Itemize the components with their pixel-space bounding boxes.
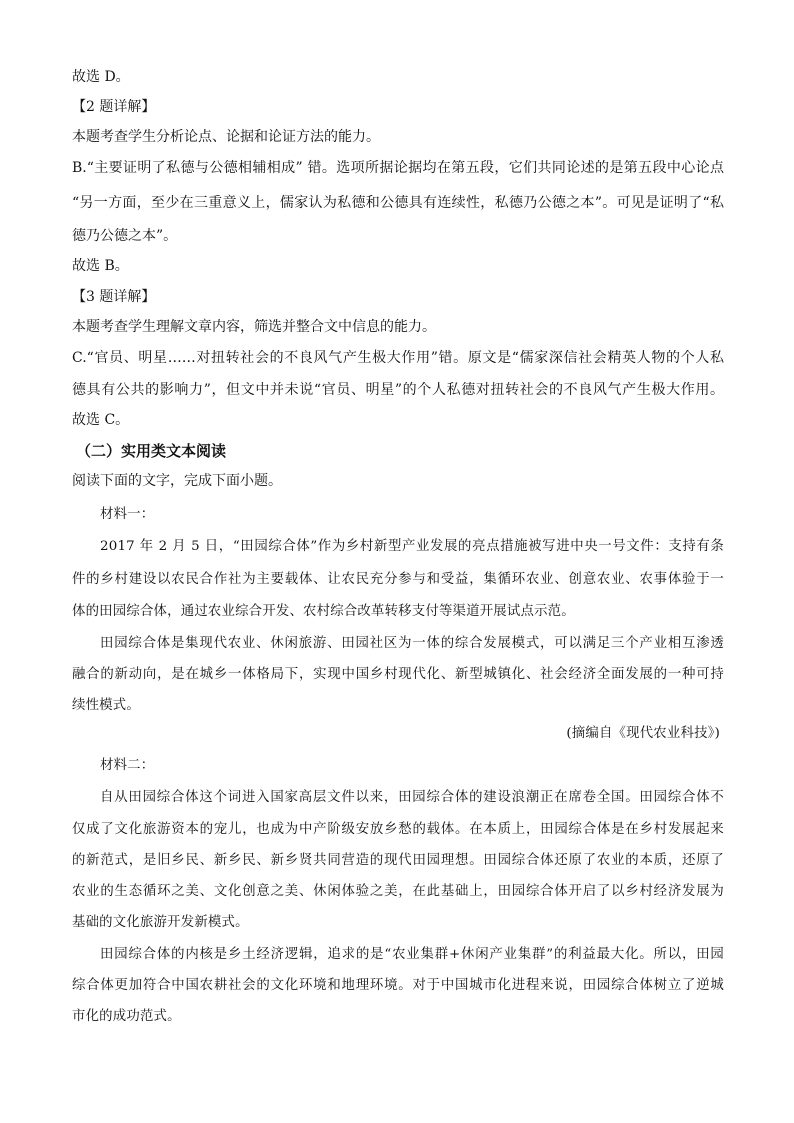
q2-intro: 本题考查学生分析论点、论据和论证方法的能力。 <box>72 129 380 145</box>
material-2-p1-line-5: 基础的文化旅游开发新模式。 <box>72 915 249 930</box>
material-2-p2-line-2: 综合体更加符合中国农耕社会的文化环境和地理环境。对于中国城市化进程来说，田园综合体树立了逆城 <box>72 978 724 993</box>
answer-b: 故选 B。 <box>72 258 129 274</box>
material-2-p2-line-1: 田园综合体的内核是乡土经济逻辑，追求的是“农业集群+休闲产业集群”的利益最大化。所以，田园 <box>100 947 724 962</box>
material-1-p2-line-2: 融合的新动向，是在城乡一体格局下，实现中国乡村现代化、新型城镇化、社会经济全面发展的一种可持 <box>72 667 724 682</box>
material-1-p1-line-3: 体的田园综合体，通过农业综合开发、农村综合改革转移支付等渠道开展试点示范。 <box>72 604 575 619</box>
material-1-p1-line-1: 2017 年 2 月 5 日，“田园综合体”作为乡村新型产业发展的亮点措施被写进中央一号文件：支持有条 <box>100 539 724 554</box>
material-2-label: 材料二： <box>100 758 155 773</box>
q3-intro: 本题考查学生理解文章内容，筛选并整合文中信息的能力。 <box>72 319 436 335</box>
material-2-p1-line-3: 的新范式，是旧乡民、新乡民、新乡贤共同营造的现代田园理想。田园综合体还原了农业的本质，还原了 <box>72 853 724 868</box>
material-1-p1-line-2: 件的乡村建设以农民合作社为主要载体、让农民充分参与和受益，集循环农业、创意农业、农事体验于一 <box>72 572 724 587</box>
material-1-label: 材料一： <box>100 507 155 522</box>
q3-paragraph-line-1: C.“官员、明星……对扭转社会的不良风气产生极大作用”错。原文是“儒家深信社会精英人物的个人私 <box>72 350 724 366</box>
material-1-source: (摘编自《现代农业科技》) <box>566 726 720 741</box>
material-2-p1-line-2: 仅成了文化旅游资本的宠儿，也成为中产阶级安放乡愁的载体。在本质上，田园综合体是在乡村发展起来 <box>72 822 724 837</box>
section-title: （二）实用类文本阅读 <box>76 442 227 460</box>
material-2-p1-line-4: 农业的生态循环之美、文化创意之美、休闲体验之美，在此基础上，田园综合体开启了以乡村经济发展为 <box>72 884 724 899</box>
q2-paragraph-line-1: B.“主要证明了私德与公德相辅相成” 错。选项所据论据均在第五段，它们共同论述的是第五段中心论点 <box>72 160 724 176</box>
answer-d: 故选 D。 <box>72 69 130 85</box>
q2-header: 【2 题详解】 <box>72 99 156 115</box>
q2-paragraph-line-2: “另一方面，至少在三重意义上，儒家认为私德和公德具有连续性，私德乃公德之本”。可见是证明了“私 <box>72 195 724 211</box>
material-1-p2-line-1: 田园综合体是集现代农业、休闲旅游、田园社区为一体的综合发展模式，可以满足三个产业相互渗透 <box>100 636 724 651</box>
q2-paragraph-line-3: 德乃公德之本”。 <box>72 228 178 244</box>
q3-paragraph-line-2: 德具有公共的影响力”，但文中并未说“官员、明星”的个人私德对扭转社会的不良风气产生极大作用。 <box>72 382 724 398</box>
material-2-p2-line-3: 市化的成功范式。 <box>72 1009 181 1024</box>
q3-header: 【3 题详解】 <box>72 289 156 305</box>
section-instruction: 阅读下面的文字，完成下面小题。 <box>72 473 282 489</box>
material-2-p1-line-1: 自从田园综合体这个词进入国家高层文件以来，田园综合体的建设浪潮正在席卷全国。田园综合体不 <box>100 790 724 805</box>
material-1-p2-line-3: 续性模式。 <box>72 698 140 713</box>
answer-c: 故选 C。 <box>72 412 130 428</box>
